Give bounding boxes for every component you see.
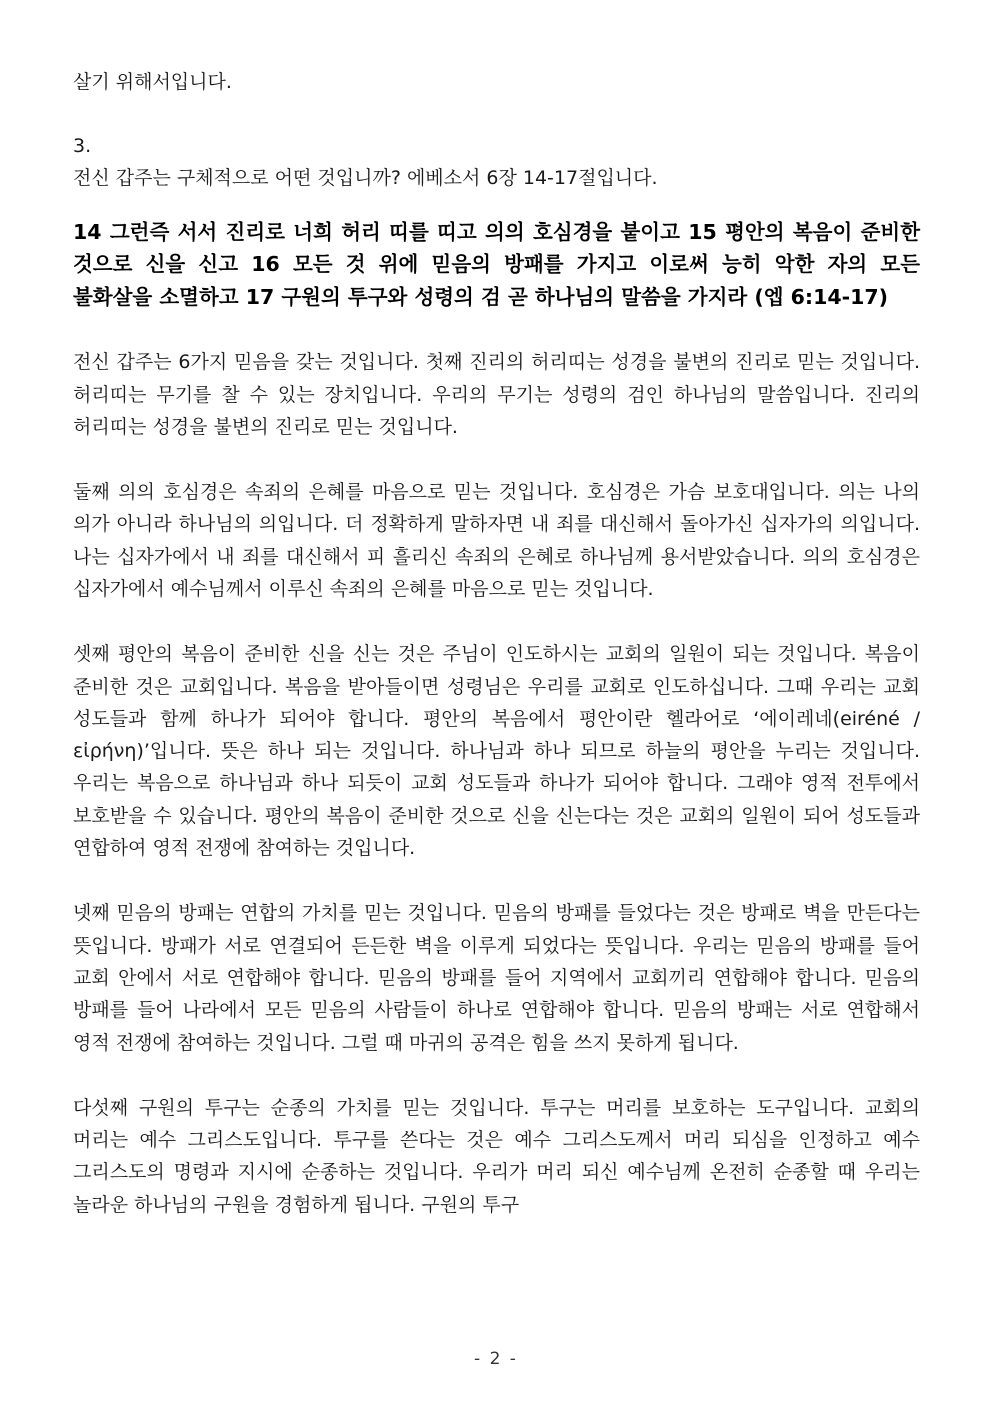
section-number: 3. [73,135,92,157]
paragraph-helmet-of-salvation: 다섯째 구원의 투구는 순종의 가치를 믿는 것입니다. 투구는 머리를 보호하는 도구입니다. 교회의 머리는 예수 그리스도입니다. 투구를 쓴다는 것은 예수 그리스도께서 머리 되심을 인정하고 예수 그리스도의 명령과 지시에 순종하는 것입니다. 우리가 머리 되신 예수님께 온전히 순종할 때 우리는 놀라운 하나님의 구원을 경험하게 됩니다. 구원의 투구 [73,1096,920,1216]
page-number: - 2 - [474,1349,518,1369]
paragraph-breastplate: 둘째 의의 호심경은 속죄의 은혜를 마음으로 믿는 것입니다. 호심경은 가슴 보호대입니다. 의는 나의 의가 아니라 하나님의 의입니다. 더 정확하게 말하자면 내 죄를 대신해서 돌아가신 십자가의 의입니다. 나는 십자가에서 내 죄를 대신해서 피 흘리신 속죄의 은혜로 하나님께 용서받았습니다. 의의 호심경은 십자가에서 예수님께서 이루신 속죄의 은혜를 마음으로 믿는 것입니다. [73,481,920,600]
document-page [73,66,920,1221]
paragraph-shoes-of-peace: 셋째 평안의 복음이 준비한 신을 신는 것은 주님이 인도하시는 교회의 일원이 되는 것입니다. 복음이 준비한 것은 교회입니다. 복음을 받아들이면 성령님은 우리를 교회로 인도하십니다. 그때 우리는 교회 성도들과 함께 하나가 되어야 합니다. 평안의 복음에서 평안이란 헬라어로 ‘에이레네(eiréné / εἰρήνη)’입니다. 뜻은 하나 되는 것입니다. 하나님과 하나 되므로 하늘의 평안을 누리는 것입니다. 우리는 복음으로 하나님과 하나 되듯이 교회 성도들과 하나가 되어야 합니다. 그래야 영적 전투에서 보호받을 수 있습니다. 평안의 복음이 준비한 것으로 신을 신는다는 것은 교회의 일원이 되어 성도들과 연합하여 영적 전쟁에 참여하는 것입니다. [73,643,920,860]
scripture-verse: 14 그런즉 서서 진리로 너희 허리 띠를 띠고 의의 호심경을 붙이고 15 평안의 복음이 준비한 것으로 신을 신고 16 모든 것 위에 믿음의 방패를 가지고 이로써 능히 악한 자의 모든 불화살을 소멸하고 17 구원의 투구와 성령의 검 곧 하나님의 말씀을 가지라 (엡 6:14-17) [73,220,920,309]
question-line: 전신 갑주는 구체적으로 어떤 것입니까? 에베소서 6장 14-17절입니다. [73,167,658,189]
intro-line: 살기 위해서입니다. [73,71,232,93]
paragraph-full-armor: 전신 갑주는 6가지 믿음을 갖는 것입니다. 첫째 진리의 허리띠는 성경을 불변의 진리로 믿는 것입니다. 허리띠는 무기를 찰 수 있는 장치입니다. 우리의 무기는 성령의 검인 하나님의 말씀입니다. 진리의 허리띠는 성경을 불변의 진리로 믿는 것입니다. [73,351,920,438]
paragraph-shield-of-faith: 넷째 믿음의 방패는 연합의 가치를 믿는 것입니다. 믿음의 방패를 들었다는 것은 방패로 벽을 만든다는 뜻입니다. 방패가 서로 연결되어 든든한 벽을 이루게 되었다는 뜻입니다. 우리는 믿음의 방패를 들어 교회 안에서 서로 연합해야 합니다. 믿음의 방패를 들어 지역에서 교회끼리 연합해야 합니다. 믿음의 방패를 들어 나라에서 모든 믿음의 사람들이 하나로 연합해야 합니다. 믿음의 방패는 서로 연합해서 영적 전쟁에 참여하는 것입니다. 그럴 때 마귀의 공격은 힘을 쓰지 못하게 됩니다. [73,902,920,1054]
